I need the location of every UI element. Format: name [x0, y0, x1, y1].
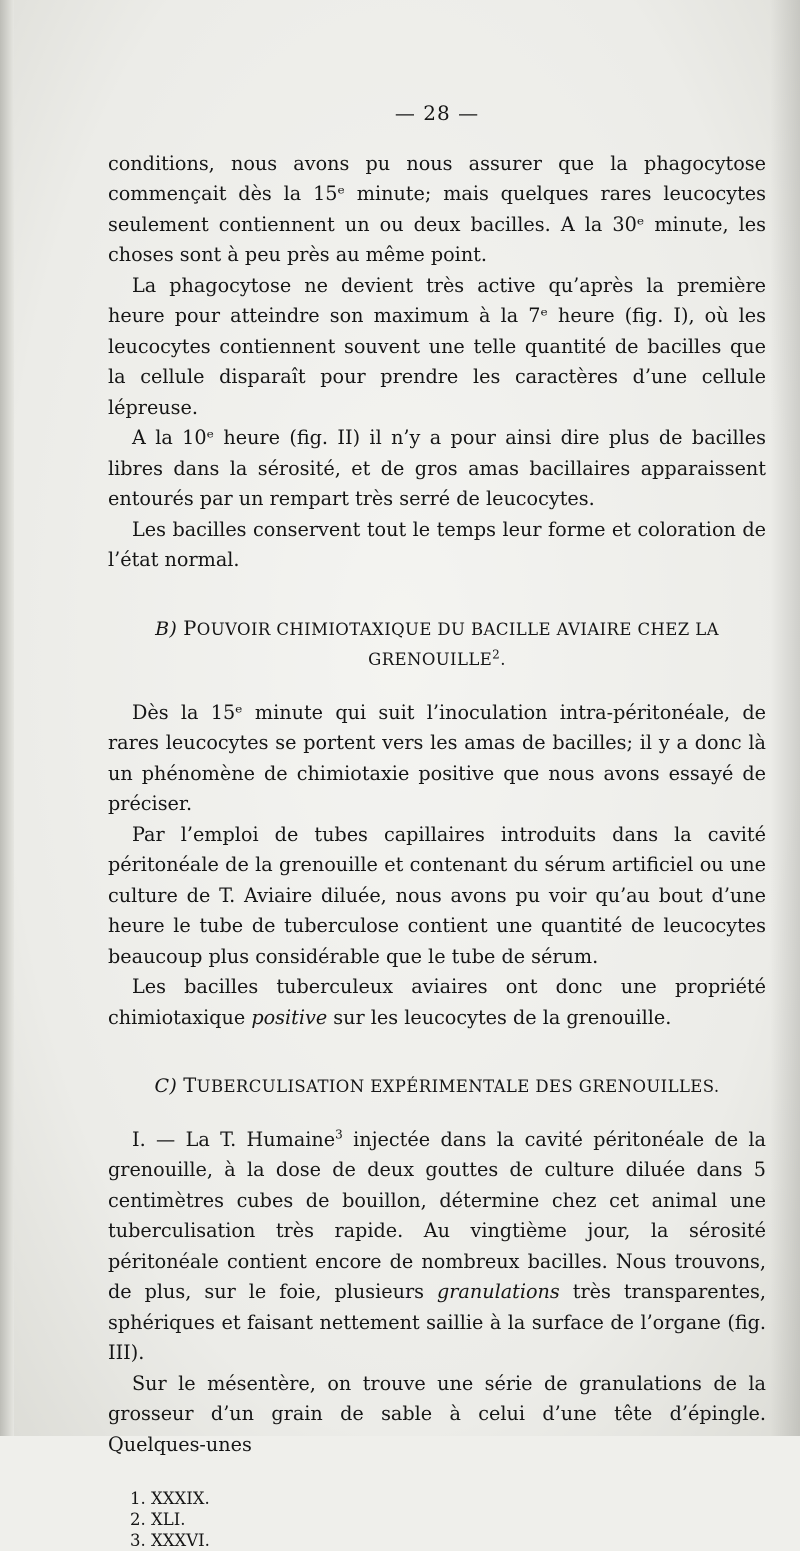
footnote-2: 2. XLI. [130, 1510, 186, 1529]
footnote-3: 3. XXXVI. [130, 1531, 210, 1550]
paragraph-c-1-start: I. — La T. Humaine [132, 1127, 336, 1151]
paragraph-b-3-end: sur les leucocytes de la grenouille. [327, 1005, 672, 1029]
paragraph-b-3-text: Les bacilles tuberculeux aviaires ont donc une propriété chimiotaxique [108, 975, 766, 1029]
paragraph-c-1 [108, 1125, 766, 1369]
page-content [108, 98, 766, 1551]
section-heading-b [108, 614, 766, 676]
paragraph-c-1-text: injectée dans la cavité péritonéale de la grenouille, à la dose de deux gouttes de culture diluée dans 5 centimètres cubes de bouillon, détermine chez cet animal une tuberculisation très rapide. Au vingtième jour, la sérosité péritonéale contient encore de nombreux bacilles. Nous trouvons, de plus, sur le foie, plusieurs [108, 1127, 767, 1303]
paragraph-3: A la 10ᵉ heure (fig. II) il n’y a pour ainsi dire plus de bacilles libres dans la sérosité, et de gros amas bacillaires apparaissent entourés par un rempart très serré de leucocytes. [108, 426, 766, 510]
section-title-c-end: . [713, 1077, 720, 1096]
footnote-1: 1. XXXIX. [130, 1489, 210, 1508]
paragraph-c-1-end: très transparentes, sphériques et faisant nettement saillie à la surface de l’organe (fig. III). [108, 1280, 766, 1364]
paragraph-b-3 [108, 972, 766, 1033]
binding-gutter [0, 0, 14, 1436]
page-edge-shadow [770, 0, 800, 1436]
section-title-b-end: . [500, 650, 506, 669]
paragraph-b-1: Dès la 15ᵉ minute qui suit l’inoculation intra-péritonéale, de rares leucocytes se portent vers les amas de bacilles; il y a donc là un phénomène de chimiotaxie positive que nous avons essayé de préciser. [108, 700, 766, 815]
section-title-c-initial: T [183, 1074, 197, 1097]
paragraph-c-1-emphasis: granulations [436, 1280, 560, 1303]
paragraph-b-2: Par l’emploi de tubes capillaires introduits dans la cavité péritonéale de la grenouille et contenant du sérum artificiel ou une culture de T. Aviaire diluée, nous avons pu voir qu’au bout d’une heure le tube de tuberculose contient une quantité de leucocytes beaucoup plus considérable que le tube de sérum. [108, 822, 766, 968]
footnotes [108, 1488, 766, 1551]
section-heading-c [108, 1071, 766, 1103]
paragraph-b-3-emphasis: positive [251, 1005, 328, 1029]
section-label-c: C) [154, 1075, 178, 1097]
section-title-c: UBERCULISATION EXPÉRIMENTALE DES GRENOUILLES [196, 1077, 714, 1096]
section-title-b: OUVOIR CHIMIOTAXIQUE DU BACILLE AVIAIRE CHEZ LA GRENOUILLE [196, 619, 719, 669]
paragraph-1: conditions, nous avons pu nous assurer que la phagocytose commençait dès la 15ᵉ minute; mais quelques rares leucocytes seulement contiennent un ou deux bacilles. A la 30ᵉ minute, les choses sont à peu près au même point. [108, 151, 766, 266]
paragraph-2: La phagocytose ne devient très active qu’après la première heure pour atteindre son maximum à la 7ᵉ heure (fig. I), où les leucocytes contiennent souvent une telle quantité de bacilles que la cellule disparaît pour prendre les caractères d’une cellule lépreuse. [108, 273, 766, 419]
paragraph-4: Les bacilles conservent tout le temps leur forme et coloration de l’état normal. [108, 517, 766, 571]
section-title-b-initial: P [183, 616, 197, 640]
page-number: — 28 — [394, 101, 480, 125]
footnote-ref-2: 2 [492, 647, 501, 662]
paragraph-c-2: Sur le mésentère, on trouve une série de granulations de la grosseur d’un grain de sable à celui d’une tête d’épingle. Quelques-unes [108, 1371, 766, 1456]
section-label-b: B) [155, 617, 178, 640]
footnote-ref-3: 3 [335, 1127, 343, 1142]
